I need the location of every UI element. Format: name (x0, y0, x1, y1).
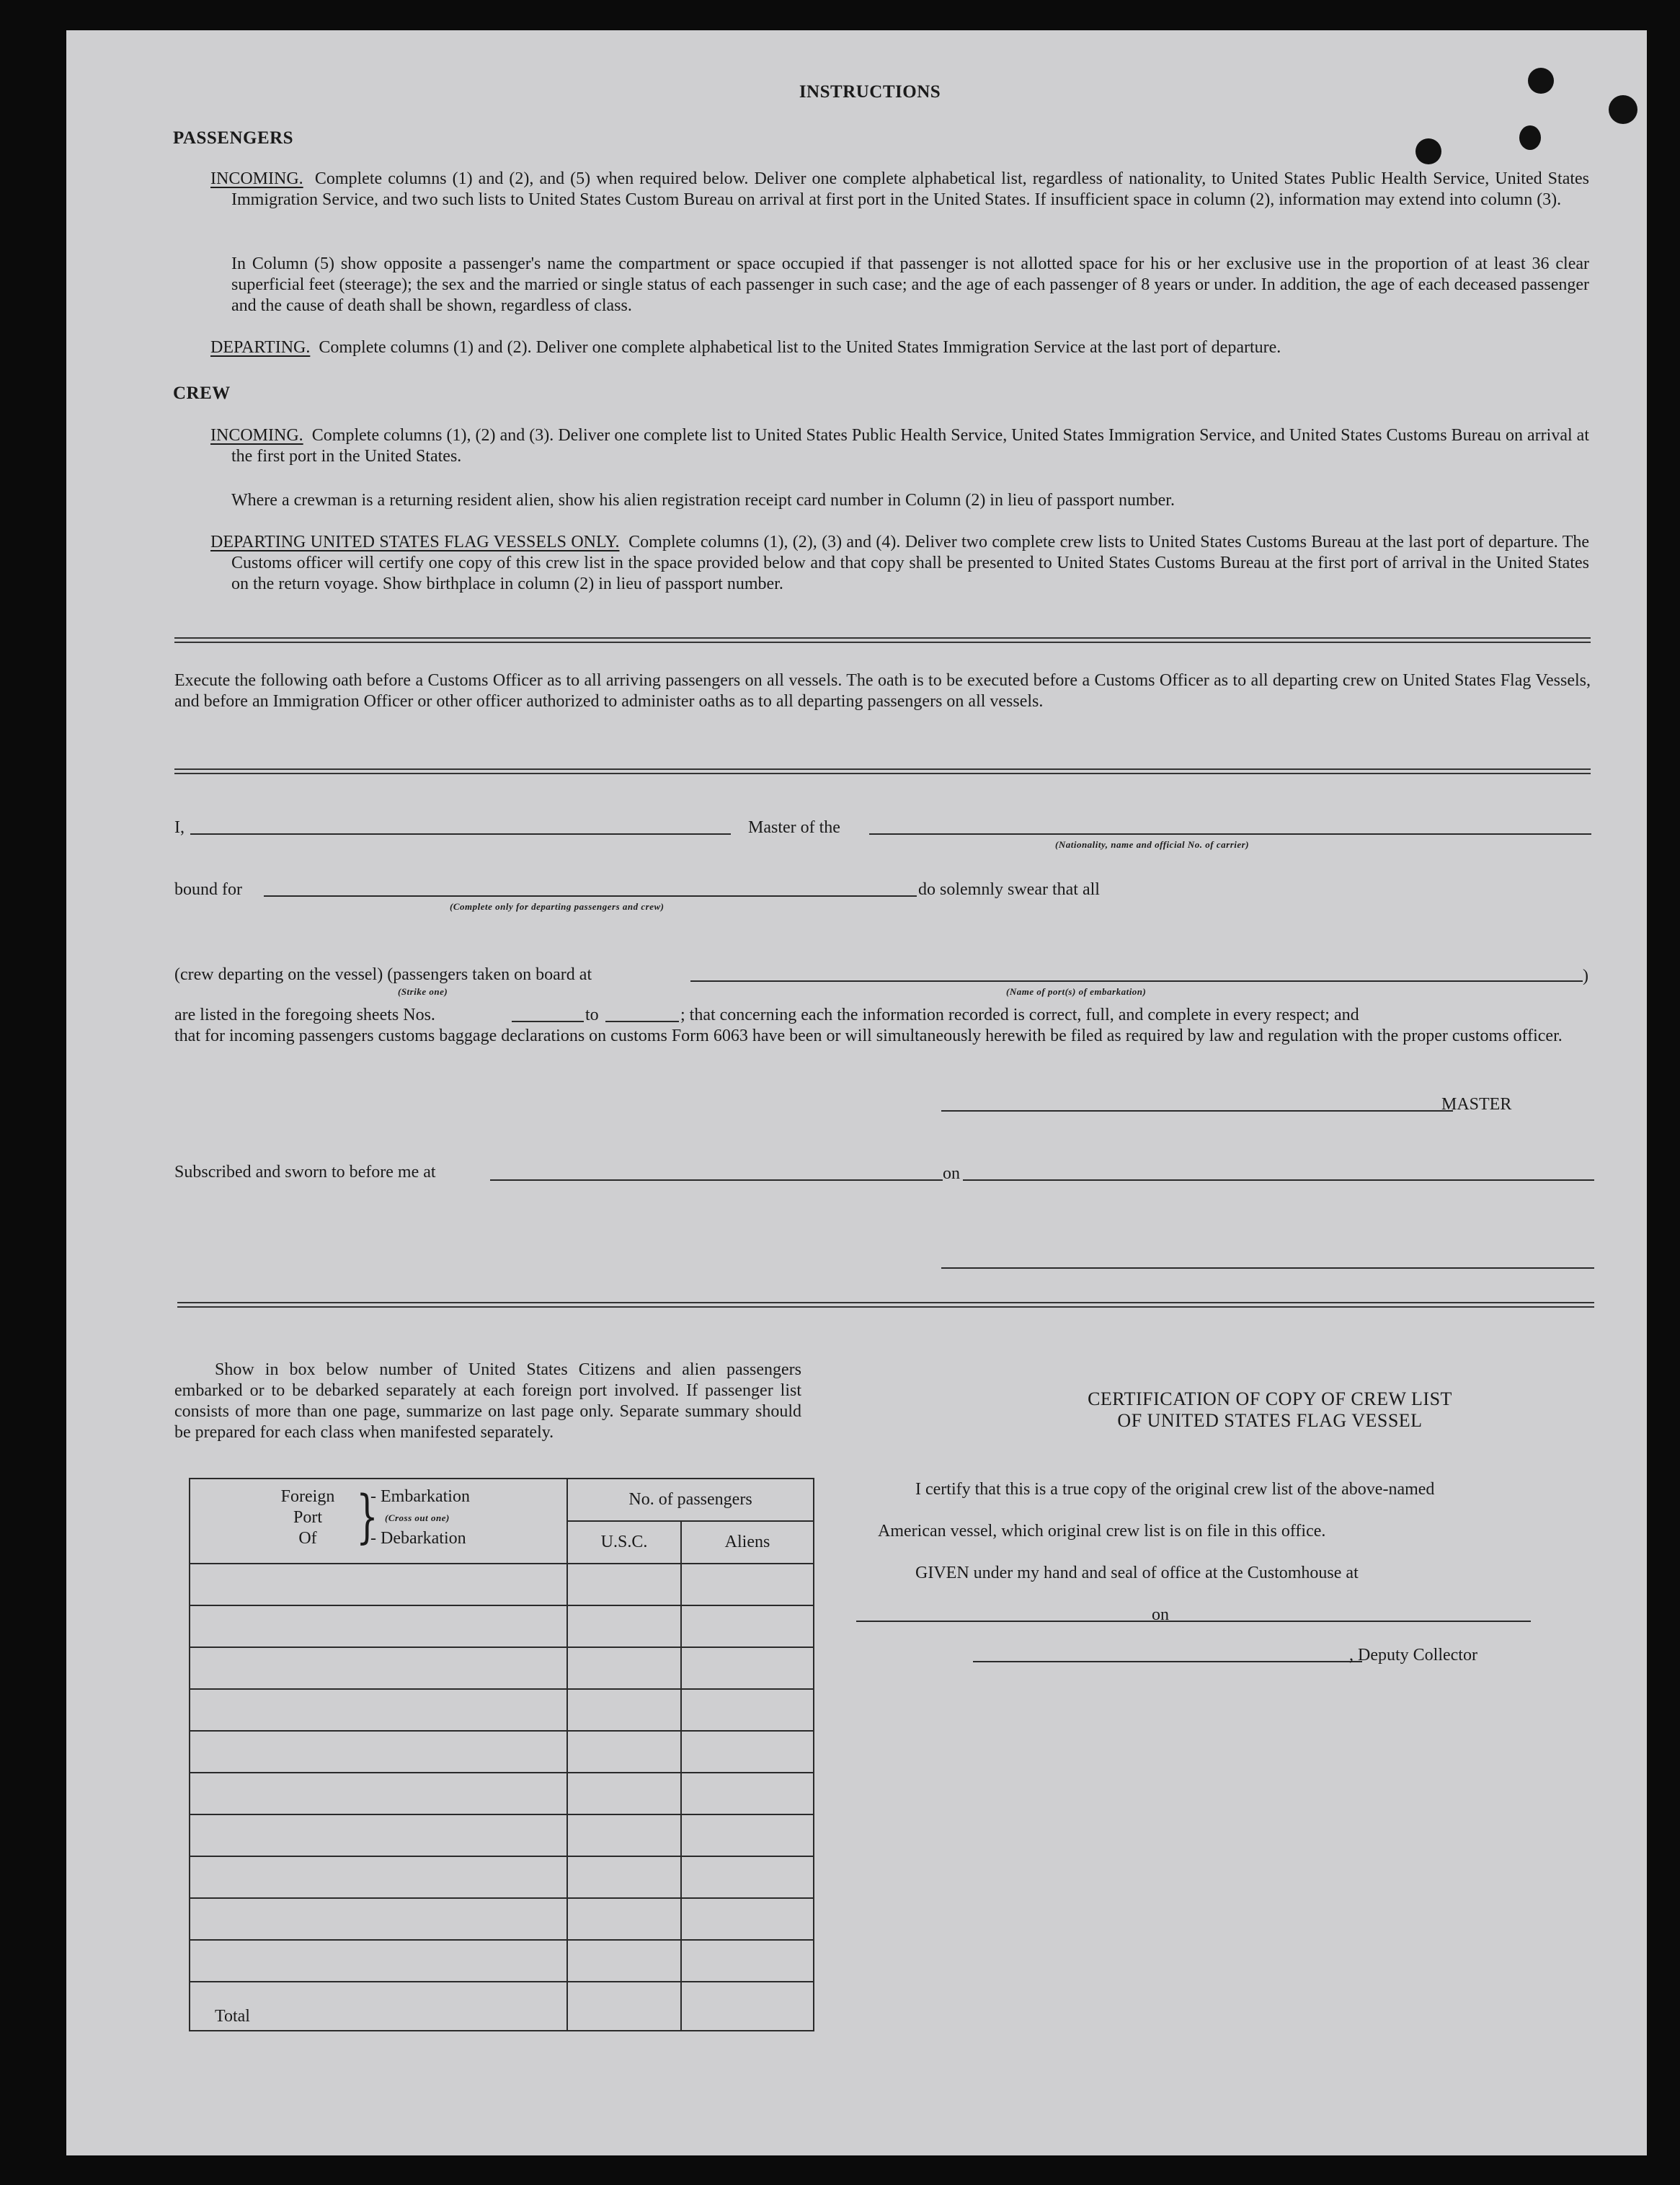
sheet-to-field[interactable] (605, 1021, 679, 1022)
crew-departing-text: Complete columns (1), (2), (3) and (4). Deliver two complete crew lists to United States Customs Bureau at the last port of departure. The Customs officer will certify one copy of this crew list in the space provided below and that copy shall be presented to United States Customs Bureau at the first port of arrival in the United States on the return voyage. Show birthplace in column (2) in lieu of passport number. (231, 533, 1590, 593)
crew-departing-label: DEPARTING UNITED STATES FLAG VESSELS ONLY. (210, 533, 620, 551)
passengers-departing-paragraph (210, 337, 1589, 358)
foreign-port-header (190, 1479, 567, 1564)
port-cell[interactable] (190, 1856, 567, 1898)
aliens-cell[interactable] (681, 1940, 814, 1982)
certification-date-field[interactable] (1173, 1621, 1531, 1622)
sheet-from-field[interactable] (512, 1021, 584, 1022)
certification-title-line2: OF UNITED STATES FLAG VESSEL (1117, 1410, 1423, 1431)
oath-intro: Execute the following oath before a Customs Officer as to all arriving passengers on all vessels. The oath is to be executed before a Customs Officer as to all departing crew on United States Flag Vessels, and before an Immigration Officer or other officer authorized to administer oaths as to all departing passengers on all vessels. (174, 671, 1591, 711)
usc-header: U.S.C. (567, 1521, 681, 1564)
crew-incoming-paragraph (210, 425, 1589, 467)
divider (177, 1302, 1594, 1308)
carrier-caption: (Nationality, name and official No. of carrier) (1055, 839, 1250, 850)
usc-cell[interactable] (567, 1940, 681, 1982)
carrier-field[interactable] (869, 833, 1591, 835)
usc-cell[interactable] (567, 1689, 681, 1731)
sworn-date-field[interactable] (963, 1179, 1594, 1181)
crew-heading: CREW (173, 384, 231, 403)
table-row (190, 1564, 814, 1605)
table-row (190, 1814, 814, 1856)
form-page (66, 30, 1647, 2155)
table-row (190, 1898, 814, 1940)
usc-cell[interactable] (567, 1647, 681, 1689)
certification-line2: American vessel, which original crew list is on file in this office. (878, 1522, 1326, 1541)
cross-out-caption: (Cross out one) (385, 1512, 450, 1523)
certification-line3: GIVEN under my hand and seal of office at the Customhouse at (915, 1564, 1359, 1582)
subscribed-label: Subscribed and sworn to before me at (174, 1163, 436, 1182)
crew-departing-text: (crew departing on the vessel) (passengers taken on board at (174, 965, 592, 984)
listed-to: to (585, 1006, 599, 1024)
certification-title-line1: CERTIFICATION OF COPY OF CREW LIST (1088, 1388, 1452, 1409)
port-cell[interactable] (190, 1647, 567, 1689)
column5-paragraph: In Column (5) show opposite a passenger's name the compartment or space occupied if that passenger is not allotted space for his or her exclusive use in the proportion of at least 36 clear superficial feet (steerage); the sex and the married or single status of each passenger in such case; and the age of each passenger of 8 years or under. In addition, the age of each deceased passenger and the cause of death shall be shown, regardless of class. (231, 254, 1589, 315)
port-embarkation-field[interactable] (690, 980, 1583, 982)
listed-rest: ; that concerning each the information recorded is correct, full, and complete in every respect; and (680, 1006, 1359, 1024)
of-label: Of (298, 1529, 317, 1548)
passengers-departing-label: DEPARTING. (210, 338, 311, 357)
officer-signature-field[interactable] (941, 1267, 1594, 1269)
sworn-on-label: on (943, 1164, 960, 1183)
divider (174, 637, 1591, 643)
aliens-cell[interactable] (681, 1689, 814, 1731)
debarkation-label: - Debarkation (370, 1529, 466, 1548)
aliens-cell[interactable] (681, 1856, 814, 1898)
passenger-summary-table (189, 1478, 814, 2031)
foreign-label: Foreign (280, 1487, 335, 1506)
total-label: Total (215, 2007, 250, 2026)
divider (174, 768, 1591, 774)
bound-for-caption: (Complete only for departing passengers and crew) (450, 901, 665, 912)
strike-one-caption: (Strike one) (398, 986, 448, 997)
passengers-departing-text: Complete columns (1) and (2). Deliver one complete alphabetical list to the United States Immigration Service at the last port of departure. (319, 338, 1281, 357)
usc-cell[interactable] (567, 1564, 681, 1605)
brace-glyph: { (356, 1483, 378, 1550)
port-caption: (Name of port(s) of embarkation) (1006, 986, 1147, 997)
master-signature-label: MASTER (1441, 1095, 1512, 1114)
deputy-collector-signature-field[interactable] (973, 1661, 1362, 1662)
passengers-incoming-text: Complete columns (1) and (2), and (5) when required below. Deliver one complete alphabetical list, regardless of nationality, to United States Public Health Service, United States Immigration Service, and two such lists to United States Custom Bureau on arrival at first port in the United States. If insufficient space in column (2), information may extend into column (3). (231, 169, 1590, 209)
total-row-label (190, 1982, 567, 2031)
listed-line2: that for incoming passengers customs baggage declarations on customs Form 6063 have been or will simultaneously herewith be filed as required by law and regulation with the proper customs officer. (174, 1027, 1563, 1045)
port-cell[interactable] (190, 1940, 567, 1982)
crew-incoming-text: Complete columns (1), (2) and (3). Deliver one complete list to United States Public Health Service, United States Immigration Service, and United States Customs Bureau on arrival at the first port in the United States. (231, 426, 1590, 466)
table-row (190, 1856, 814, 1898)
passengers-heading: PASSENGERS (173, 128, 294, 148)
master-signature-field[interactable] (941, 1110, 1453, 1112)
port-cell[interactable] (190, 1689, 567, 1731)
certification-on-label: on (1152, 1605, 1169, 1624)
table-row (190, 1731, 814, 1773)
aliens-cell[interactable] (681, 1898, 814, 1940)
ink-blot (1519, 125, 1541, 150)
passengers-incoming-label: INCOMING. (210, 169, 303, 188)
table-row (190, 1605, 814, 1647)
table-row (190, 1689, 814, 1731)
deputy-collector-label: , Deputy Collector (1349, 1646, 1477, 1665)
usc-cell[interactable] (567, 1605, 681, 1647)
total-aliens-cell[interactable] (681, 1982, 814, 2031)
table-row (190, 1940, 814, 1982)
aliens-header: Aliens (681, 1521, 814, 1564)
summary-intro: Show in box below number of United States Citizens and alien passengers embarked or to be debarked separately at each foreign port involved. If passenger list consists of more than one page, summarize on last page only. Separate summary should be prepared for each class when manifested separately. (174, 1360, 801, 1442)
swear-text: do solemnly swear that all (918, 880, 1100, 899)
usc-cell[interactable] (567, 1731, 681, 1773)
total-usc-cell[interactable] (567, 1982, 681, 2031)
aliens-cell[interactable] (681, 1814, 814, 1856)
aliens-cell[interactable] (681, 1647, 814, 1689)
master-of-the-label: Master of the (748, 818, 840, 837)
no-passengers-header: No. of passengers (567, 1479, 814, 1521)
sworn-place-field[interactable] (490, 1179, 943, 1181)
bound-for-label: bound for (174, 880, 242, 899)
crew-alien-paragraph: Where a crewman is a returning resident alien, show his alien registration receipt card number in Column (2) in lieu of passport number. (231, 491, 1175, 510)
oath-i-label: I, (174, 818, 185, 837)
table-row (190, 1773, 814, 1814)
page-title: INSTRUCTIONS (799, 82, 941, 102)
aliens-cell[interactable] (681, 1564, 814, 1605)
port-cell[interactable] (190, 1731, 567, 1773)
aliens-cell[interactable] (681, 1605, 814, 1647)
port-label: Port (293, 1508, 322, 1527)
usc-cell[interactable] (567, 1773, 681, 1814)
passengers-incoming-paragraph (210, 169, 1589, 210)
crew-incoming-label: INCOMING. (210, 426, 303, 445)
certification-line1: I certify that this is a true copy of the original crew list of the above-named (915, 1480, 1435, 1499)
usc-cell[interactable] (567, 1814, 681, 1856)
table-row (190, 1647, 814, 1689)
port-cell[interactable] (190, 1773, 567, 1814)
port-cell[interactable] (190, 1605, 567, 1647)
master-name-field[interactable] (190, 833, 731, 835)
aliens-cell[interactable] (681, 1731, 814, 1773)
ink-blot (1415, 138, 1441, 164)
close-paren: ) (1583, 967, 1588, 985)
listed-prefix: are listed in the foregoing sheets Nos. (174, 1006, 435, 1024)
bound-for-field[interactable] (264, 895, 917, 897)
usc-cell[interactable] (567, 1856, 681, 1898)
port-cell[interactable] (190, 1814, 567, 1856)
port-cell[interactable] (190, 1898, 567, 1940)
port-cell[interactable] (190, 1564, 567, 1605)
aliens-cell[interactable] (681, 1773, 814, 1814)
embarkation-label: - Embarkation (370, 1487, 470, 1506)
usc-cell[interactable] (567, 1898, 681, 1940)
crew-departing-paragraph (210, 532, 1589, 595)
